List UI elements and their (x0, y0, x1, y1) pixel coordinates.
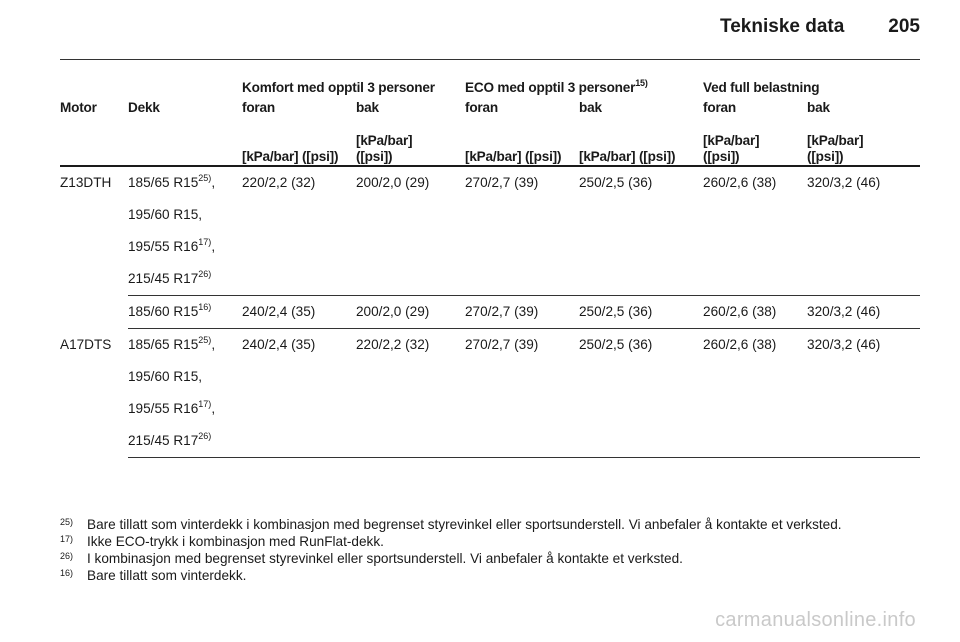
pressure-value: 250/2,5 (36) (579, 296, 703, 329)
footnote-text: Bare tillatt som vinterdekk. (87, 568, 247, 583)
pressure-value: 260/2,6 (38) (703, 166, 807, 296)
unit-header: [kPa/bar] ([psi]) (242, 120, 356, 166)
pressure-value: 240/2,4 (35) (242, 329, 356, 458)
footnote (60, 551, 920, 567)
motor-cell: Z13DTH (60, 175, 112, 190)
pressure-value: 270/2,7 (39) (465, 166, 579, 296)
column-header-rear: bak (356, 100, 379, 115)
pressure-value: 240/2,4 (35) (242, 296, 356, 329)
column-header-front: foran (242, 100, 275, 115)
unit-header: [kPa/bar] ([psi]) (579, 120, 703, 166)
pressure-value: 250/2,5 (36) (579, 329, 703, 458)
pressure-value: 200/2,0 (29) (356, 296, 465, 329)
section-title: Tekniske data (720, 16, 845, 37)
pressure-value: 320/3,2 (46) (807, 296, 920, 329)
table-row (60, 296, 920, 329)
unit-header: [kPa/bar] ([psi]) (703, 120, 807, 166)
footnote-text: Ikke ECO-trykk i kombinasjon med RunFlat-dekk. (87, 534, 384, 549)
column-header-rear: bak (807, 100, 830, 115)
pressure-value: 270/2,7 (39) (465, 329, 579, 458)
column-header-front: foran (465, 100, 498, 115)
group-header-full-load: Ved full belastning (703, 80, 820, 95)
footnote (60, 517, 920, 533)
footnotes (60, 517, 920, 585)
unit-header: [kPa/bar] ([psi]) (807, 120, 920, 166)
group-header-comfort: Komfort med opptil 3 personer (242, 80, 435, 95)
motor-cell (60, 296, 128, 329)
table-row (60, 166, 920, 296)
column-header-motor: Motor (60, 100, 97, 115)
footnote-text: Bare tillatt som vinterdekk i kombinasjon med begrenset styrevinkel eller sportsunderstell. Vi anbefaler å kontakte et verksted. (87, 517, 842, 532)
pressure-value: 200/2,0 (29) (356, 166, 465, 296)
tyre-cell: 185/65 R15$^{25)}$, 195/60 R15, 195/55 R16$^{17)}$, 215/45 R17$^{26)}$ (128, 166, 242, 296)
table-row (60, 329, 920, 458)
footnote-mark: 26) (60, 551, 74, 561)
footnote-mark: 16) (60, 568, 74, 578)
motor-cell: A17DTS (60, 336, 112, 352)
column-header-front: foran (703, 100, 737, 115)
pressure-value: 270/2,7 (39) (465, 296, 579, 329)
tyre-pressure-table (60, 62, 920, 458)
column-header-rear: bak (579, 100, 602, 115)
footnote (60, 568, 920, 584)
pressure-value: 220/2,2 (32) (356, 329, 465, 458)
tyre-cell: 185/60 R15$^{16)}$ (128, 296, 242, 329)
pressure-value: 250/2,5 (36) (579, 166, 703, 296)
eco-footnote-ref: 15) (635, 78, 648, 88)
footnote-text: I kombinasjon med begrenset styrevinkel eller sportsunderstell. Vi anbefaler å kontakte et verksted. (87, 551, 683, 566)
tyre-cell: 185/65 R15$^{25)}$, 195/60 R15, 195/55 R16$^{17)}$, 215/45 R17$^{26)}$ (128, 329, 242, 458)
pressure-value: 260/2,6 (38) (703, 296, 807, 329)
pressure-value: 320/3,2 (46) (807, 166, 920, 296)
column-header-tyre: Dekk (128, 100, 160, 115)
unit-header: [kPa/bar] ([psi]) (356, 120, 465, 166)
header-divider (60, 59, 920, 60)
page-number: 205 (888, 16, 920, 37)
page-header (720, 16, 920, 38)
watermark: carmanualsonline.info (715, 609, 916, 631)
pressure-value: 260/2,6 (38) (703, 329, 807, 458)
footnote (60, 534, 920, 550)
footnote-mark: 25) (60, 517, 74, 527)
unit-header: [kPa/bar] ([psi]) (465, 120, 579, 166)
group-header-eco: ECO med opptil 3 personer$^{15)}$ (465, 78, 648, 95)
pressure-value: 220/2,2 (32) (242, 166, 356, 296)
pressure-value: 320/3,2 (46) (807, 329, 920, 458)
footnote-mark: 17) (60, 534, 74, 544)
